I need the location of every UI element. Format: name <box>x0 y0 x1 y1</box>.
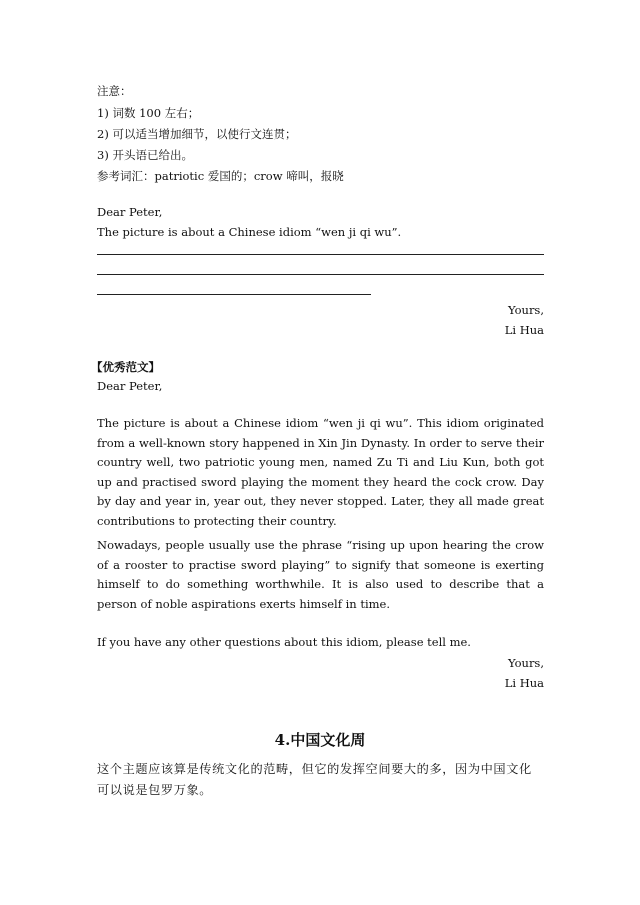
writing-line-2 <box>97 274 544 275</box>
notes-item-2: 2) 可以适当增加细节，以使行文连贯； <box>97 127 297 141</box>
prompt-closing: Yours, <box>508 303 544 317</box>
notes-title: 注意： <box>97 84 132 98</box>
notes-vocab: 参考词汇：patriotic 爱国的；crow 啼叫，报晓 <box>97 169 344 183</box>
notes-item-1: 1) 词数 100 左右； <box>97 106 200 120</box>
sample-paragraph-3: If you have any other questions about this idiom, please tell me. <box>97 635 471 649</box>
sample-signature: Li Hua <box>504 676 544 690</box>
writing-line-1 <box>97 254 544 255</box>
sample-label: 【优秀范文】 <box>91 360 160 374</box>
sample-paragraph-2: Nowadays, people usually use the phrase “rising up upon hearing the crow of a rooster to practise sword playing” to signify that someone is exerting himself to do something worthwhile. It is also used to describe that a person of noble aspirations exerts himself in time. <box>97 538 544 611</box>
sample-closing: Yours, <box>508 656 544 670</box>
notes-item-3: 3) 开头语已给出。 <box>97 148 193 162</box>
prompt-greeting: Dear Peter, <box>97 205 163 219</box>
prompt-signature: Li Hua <box>504 323 544 337</box>
section-body: 这个主题应该算是传统文化的范畴，但它的发挥空间要大的多，因为中国文化可以说是包罗万象。 <box>97 762 532 797</box>
sample-paragraph-1: The picture is about a Chinese idiom “wen ji qi wu”. This idiom originated from a well-known story happened in Xin Jin Dynasty. In order to serve their country well, two patriotic young men, named Zu Ti and Liu Kun, both got up and practised sword playing the moment they heard the cock crow. Day by day and year in, year out, they never stopped. Later, they all made great contributions to protecting their country. <box>97 416 544 528</box>
section-heading: 4.中国文化周 <box>274 731 366 749</box>
prompt-opening: The picture is about a Chinese idiom “wen ji qi wu”. <box>97 225 402 239</box>
sample-greeting: Dear Peter, <box>97 379 163 393</box>
writing-line-3 <box>97 294 371 295</box>
